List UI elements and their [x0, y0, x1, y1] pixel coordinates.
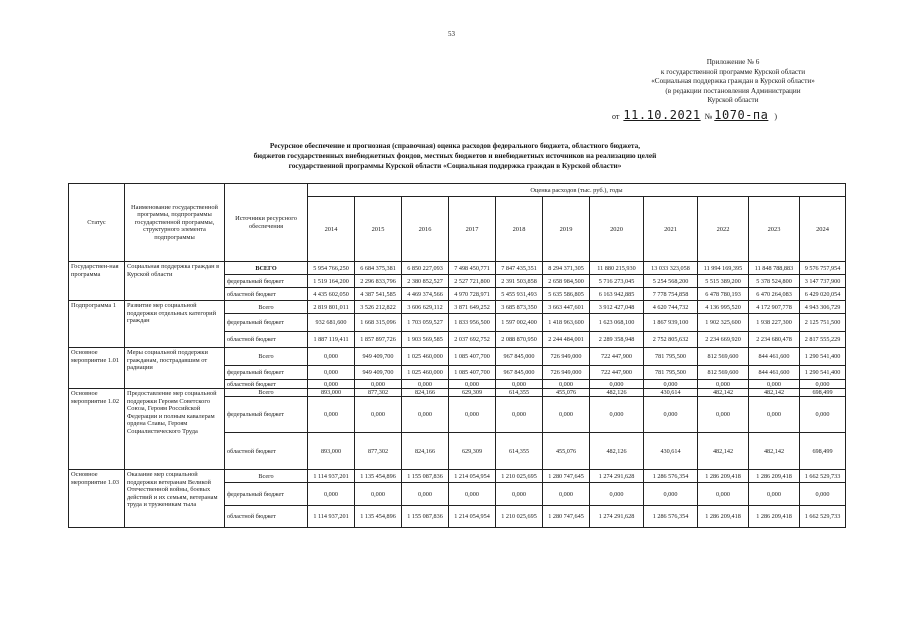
- value-cell: 0,000: [355, 483, 402, 506]
- appendix-line: Курской области: [707, 96, 759, 104]
- row-source: федеральный бюджет: [225, 366, 308, 380]
- row-source: Всего: [225, 389, 308, 397]
- value-cell: 455,076: [543, 389, 590, 397]
- value-cell: 967 845,000: [496, 348, 543, 366]
- value-cell: 1 214 054,954: [449, 506, 496, 528]
- value-cell: 482,126: [590, 433, 644, 470]
- header-year-2022: 2022: [698, 197, 749, 262]
- value-cell: 781 795,500: [644, 348, 698, 366]
- value-cell: 2 391 503,858: [496, 275, 543, 288]
- value-cell: 824,166: [402, 389, 449, 397]
- value-cell: 0,000: [749, 380, 800, 389]
- row-source: областной бюджет: [225, 380, 308, 389]
- value-cell: 844 461,600: [749, 366, 800, 380]
- value-cell: 1 833 956,500: [449, 314, 496, 332]
- value-cell: 722 447,900: [590, 348, 644, 366]
- closing-paren: ): [774, 112, 778, 121]
- table-row: [69, 348, 846, 366]
- row-status: Основное мероприятие 1.03: [69, 470, 125, 528]
- value-cell: 5 635 586,805: [543, 288, 590, 301]
- value-cell: 0,000: [308, 380, 355, 389]
- page-number: 53: [448, 30, 455, 38]
- row-status: Государствен-ная программа: [69, 262, 125, 301]
- row-source: областной бюджет: [225, 332, 308, 348]
- value-cell: 4 469 374,566: [402, 288, 449, 301]
- value-cell: 1 286 209,418: [749, 470, 800, 483]
- header-year-2014: 2014: [308, 197, 355, 262]
- value-cell: 0,000: [800, 483, 846, 506]
- value-cell: 824,166: [402, 433, 449, 470]
- value-cell: 1 668 315,096: [355, 314, 402, 332]
- value-cell: 5 716 273,045: [590, 275, 644, 288]
- value-cell: 1 210 025,695: [496, 470, 543, 483]
- value-cell: 1 114 937,201: [308, 470, 355, 483]
- row-source: Всего: [225, 348, 308, 366]
- header-year-2024: 2024: [800, 197, 846, 262]
- table-row: [69, 470, 846, 483]
- value-cell: 1 662 529,733: [800, 506, 846, 528]
- value-cell: 0,000: [800, 380, 846, 389]
- value-cell: 2 037 692,752: [449, 332, 496, 348]
- value-cell: 722 447,900: [590, 366, 644, 380]
- value-cell: 0,000: [449, 483, 496, 506]
- value-cell: 1 274 291,628: [590, 506, 644, 528]
- row-source: областной бюджет: [225, 288, 308, 301]
- document-title: [150, 141, 760, 171]
- value-cell: 0,000: [543, 483, 590, 506]
- value-cell: 726 949,000: [543, 348, 590, 366]
- value-cell: 4 136 995,520: [698, 301, 749, 314]
- value-cell: 1 857 897,726: [355, 332, 402, 348]
- value-cell: 0,000: [543, 380, 590, 389]
- header-name: Наименование государственной программы, подпрограммы государственной программы, структурного элемента подпрограммы: [125, 184, 225, 262]
- header-year-2016: 2016: [402, 197, 449, 262]
- value-cell: 5 455 931,493: [496, 288, 543, 301]
- value-cell: 0,000: [402, 380, 449, 389]
- row-name: Предоставление мер социальной поддержки Героям Советского Союза, Героям Российской Федерации и полным кавалерам ордена Славы, Героям Социалистического Труда: [125, 389, 225, 470]
- value-cell: 6 429 020,054: [800, 288, 846, 301]
- value-cell: 6 478 780,193: [698, 288, 749, 301]
- value-cell: 1 290 541,400: [800, 348, 846, 366]
- value-cell: 0,000: [496, 483, 543, 506]
- value-cell: 1 135 454,896: [355, 506, 402, 528]
- value-cell: 4 172 907,778: [749, 301, 800, 314]
- value-cell: 1 623 068,100: [590, 314, 644, 332]
- number-prefix: №: [704, 112, 713, 121]
- decree-date: 11.10.2021: [623, 108, 701, 122]
- value-cell: 3 685 873,350: [496, 301, 543, 314]
- value-cell: 877,302: [355, 389, 402, 397]
- value-cell: 0,000: [496, 397, 543, 433]
- value-cell: 7 847 435,351: [496, 262, 543, 275]
- value-cell: 1 025 460,000: [402, 348, 449, 366]
- value-cell: 3 663 447,601: [543, 301, 590, 314]
- title-line: государственной программы Курской области «Социальная поддержка граждан в Курской области»: [288, 161, 622, 170]
- header-year-2015: 2015: [355, 197, 402, 262]
- value-cell: 11 848 788,883: [749, 262, 800, 275]
- value-cell: 3 871 649,252: [449, 301, 496, 314]
- value-cell: 2 088 870,950: [496, 332, 543, 348]
- row-name: Социальная поддержка граждан в Курской области: [125, 262, 225, 301]
- value-cell: 4 620 744,732: [644, 301, 698, 314]
- value-cell: 0,000: [749, 397, 800, 433]
- value-cell: 4 970 728,971: [449, 288, 496, 301]
- value-cell: 781 795,500: [644, 366, 698, 380]
- value-cell: 1 938 227,300: [749, 314, 800, 332]
- appendix-line: к государственной программе Курской области: [660, 67, 806, 76]
- value-cell: 1 597 002,400: [496, 314, 543, 332]
- value-cell: 0,000: [698, 397, 749, 433]
- value-cell: 0,000: [698, 483, 749, 506]
- value-cell: 1 025 460,000: [402, 366, 449, 380]
- appendix-block: [603, 58, 863, 106]
- value-cell: 1 210 025,695: [496, 506, 543, 528]
- value-cell: 9 576 757,954: [800, 262, 846, 275]
- value-cell: 1 286 209,418: [698, 470, 749, 483]
- header-year-2017: 2017: [449, 197, 496, 262]
- value-cell: 932 681,600: [308, 314, 355, 332]
- value-cell: 0,000: [402, 397, 449, 433]
- value-cell: 0,000: [449, 380, 496, 389]
- value-cell: 1 155 087,836: [402, 506, 449, 528]
- value-cell: 1 286 576,354: [644, 506, 698, 528]
- value-cell: 2 125 751,500: [800, 314, 846, 332]
- value-cell: 11 994 169,395: [698, 262, 749, 275]
- header-estimate: Оценка расходов (тыс. руб.), годы: [308, 184, 846, 197]
- value-cell: 4 387 541,585: [355, 288, 402, 301]
- value-cell: 698,499: [800, 433, 846, 470]
- appendix-line: «Социальная поддержка граждан в Курской области»: [651, 77, 815, 85]
- value-cell: 5 378 524,800: [749, 275, 800, 288]
- value-cell: 629,309: [449, 389, 496, 397]
- value-cell: 0,000: [402, 483, 449, 506]
- row-source: ВСЕГО: [225, 262, 308, 275]
- value-cell: 812 569,600: [698, 366, 749, 380]
- value-cell: 877,302: [355, 433, 402, 470]
- value-cell: 2 527 721,800: [449, 275, 496, 288]
- value-cell: 949 409,700: [355, 348, 402, 366]
- row-source: федеральный бюджет: [225, 483, 308, 506]
- resource-table: [68, 183, 846, 528]
- value-cell: 7 778 754,858: [644, 288, 698, 301]
- row-source: федеральный бюджет: [225, 275, 308, 288]
- value-cell: 812 569,600: [698, 348, 749, 366]
- value-cell: 0,000: [644, 397, 698, 433]
- header-source: Источники ресурсного обеспечения: [225, 184, 308, 262]
- value-cell: 0,000: [590, 397, 644, 433]
- value-cell: 629,309: [449, 433, 496, 470]
- value-cell: 0,000: [355, 397, 402, 433]
- value-cell: 1 662 529,733: [800, 470, 846, 483]
- value-cell: 3 912 427,048: [590, 301, 644, 314]
- row-status: Подпрограмма 1: [69, 301, 125, 348]
- value-cell: 2 234 680,478: [749, 332, 800, 348]
- value-cell: 7 498 450,771: [449, 262, 496, 275]
- value-cell: 1 519 164,200: [308, 275, 355, 288]
- value-cell: 2 380 852,527: [402, 275, 449, 288]
- value-cell: 2 289 358,948: [590, 332, 644, 348]
- appendix-line: Приложение № 6: [706, 58, 760, 66]
- decree-date-number: [612, 108, 777, 122]
- value-cell: 430,614: [644, 433, 698, 470]
- header-status: Статус: [69, 184, 125, 262]
- table-row: [69, 389, 846, 397]
- value-cell: 0,000: [590, 483, 644, 506]
- row-source: Всего: [225, 301, 308, 314]
- title-line: Ресурсное обеспечение и прогнозная (справочная) оценка расходов федерального бюджета, областного бюджета,: [269, 141, 641, 150]
- row-source: Всего: [225, 470, 308, 483]
- value-cell: 0,000: [308, 397, 355, 433]
- value-cell: 0,000: [749, 483, 800, 506]
- value-cell: 0,000: [308, 348, 355, 366]
- row-source: областной бюджет: [225, 433, 308, 470]
- value-cell: 482,142: [698, 389, 749, 397]
- value-cell: 1 290 541,400: [800, 366, 846, 380]
- value-cell: 844 461,600: [749, 348, 800, 366]
- value-cell: 2 244 484,001: [543, 332, 590, 348]
- value-cell: 0,000: [800, 397, 846, 433]
- value-cell: 0,000: [496, 380, 543, 389]
- value-cell: 6 470 264,083: [749, 288, 800, 301]
- row-source: областной бюджет: [225, 506, 308, 528]
- decree-number: 1070-па: [714, 108, 769, 122]
- value-cell: 482,142: [698, 433, 749, 470]
- header-year-2020: 2020: [590, 197, 644, 262]
- row-name: Меры социальной поддержки гражданам, пострадавшим от радиации: [125, 348, 225, 389]
- value-cell: 949 409,700: [355, 366, 402, 380]
- value-cell: 726 949,000: [543, 366, 590, 380]
- value-cell: 13 033 323,058: [644, 262, 698, 275]
- value-cell: 11 880 215,930: [590, 262, 644, 275]
- value-cell: 893,000: [308, 389, 355, 397]
- value-cell: 0,000: [698, 380, 749, 389]
- value-cell: 4 943 306,729: [800, 301, 846, 314]
- value-cell: 482,126: [590, 389, 644, 397]
- value-cell: 1 155 087,836: [402, 470, 449, 483]
- value-cell: 2 819 801,011: [308, 301, 355, 314]
- table-row: [69, 301, 846, 314]
- value-cell: 1 286 209,418: [698, 506, 749, 528]
- value-cell: 2 658 984,500: [543, 275, 590, 288]
- appendix-line: (в редакции постановления Администрации: [665, 86, 801, 95]
- table-row: [69, 262, 846, 275]
- value-cell: 6 163 942,885: [590, 288, 644, 301]
- row-name: Оказание мер социальной поддержки ветеранам Великой Отечественной войны, боевых действий и их семьям, ветеранам труда и труженикам тыла: [125, 470, 225, 528]
- value-cell: 0,000: [308, 483, 355, 506]
- value-cell: 482,142: [749, 389, 800, 397]
- value-cell: 1 085 407,700: [449, 348, 496, 366]
- title-line: бюджетов государственных внебюджетных фондов, местных бюджетов и внебюджетных источников на реализацию целей: [253, 151, 657, 160]
- value-cell: 1 114 937,201: [308, 506, 355, 528]
- value-cell: 1 214 054,954: [449, 470, 496, 483]
- value-cell: 0,000: [308, 366, 355, 380]
- value-cell: 1 902 325,600: [698, 314, 749, 332]
- value-cell: 455,076: [543, 433, 590, 470]
- value-cell: 2 234 669,920: [698, 332, 749, 348]
- value-cell: 0,000: [644, 380, 698, 389]
- value-cell: 5 254 568,200: [644, 275, 698, 288]
- value-cell: 4 435 602,050: [308, 288, 355, 301]
- value-cell: 1 274 291,628: [590, 470, 644, 483]
- row-status: Основное мероприятие 1.02: [69, 389, 125, 470]
- value-cell: 482,142: [749, 433, 800, 470]
- value-cell: 6 850 227,093: [402, 262, 449, 275]
- header-year-2023: 2023: [749, 197, 800, 262]
- value-cell: 1 280 747,645: [543, 470, 590, 483]
- value-cell: 3 606 629,112: [402, 301, 449, 314]
- value-cell: 3 526 212,822: [355, 301, 402, 314]
- value-cell: 614,355: [496, 389, 543, 397]
- value-cell: 0,000: [543, 397, 590, 433]
- value-cell: 698,499: [800, 389, 846, 397]
- value-cell: 1 903 569,585: [402, 332, 449, 348]
- value-cell: 0,000: [590, 380, 644, 389]
- value-cell: 1 418 963,600: [543, 314, 590, 332]
- value-cell: 5 954 766,250: [308, 262, 355, 275]
- value-cell: 1 887 119,411: [308, 332, 355, 348]
- header-year-2018: 2018: [496, 197, 543, 262]
- value-cell: 1 280 747,645: [543, 506, 590, 528]
- value-cell: 5 515 389,200: [698, 275, 749, 288]
- value-cell: 2 752 805,632: [644, 332, 698, 348]
- value-cell: 1 135 454,896: [355, 470, 402, 483]
- value-cell: 0,000: [449, 397, 496, 433]
- value-cell: 1 286 209,418: [749, 506, 800, 528]
- value-cell: 1 703 059,527: [402, 314, 449, 332]
- value-cell: 2 817 555,229: [800, 332, 846, 348]
- header-year-2021: 2021: [644, 197, 698, 262]
- value-cell: 893,000: [308, 433, 355, 470]
- header-year-2019: 2019: [543, 197, 590, 262]
- value-cell: 1 085 407,700: [449, 366, 496, 380]
- value-cell: 6 684 375,381: [355, 262, 402, 275]
- value-cell: 1 867 939,100: [644, 314, 698, 332]
- value-cell: 614,355: [496, 433, 543, 470]
- date-prefix: от: [612, 112, 620, 121]
- value-cell: 967 845,000: [496, 366, 543, 380]
- value-cell: 0,000: [355, 380, 402, 389]
- value-cell: 1 286 576,354: [644, 470, 698, 483]
- row-status: Основное мероприятие 1.01: [69, 348, 125, 389]
- row-source: федеральный бюджет: [225, 397, 308, 433]
- row-source: федеральный бюджет: [225, 314, 308, 332]
- value-cell: 430,614: [644, 389, 698, 397]
- row-name: Развитие мер социальной поддержки отдельных категорий граждан: [125, 301, 225, 348]
- value-cell: 0,000: [644, 483, 698, 506]
- value-cell: 8 294 371,305: [543, 262, 590, 275]
- value-cell: 2 296 833,796: [355, 275, 402, 288]
- value-cell: 3 147 737,900: [800, 275, 846, 288]
